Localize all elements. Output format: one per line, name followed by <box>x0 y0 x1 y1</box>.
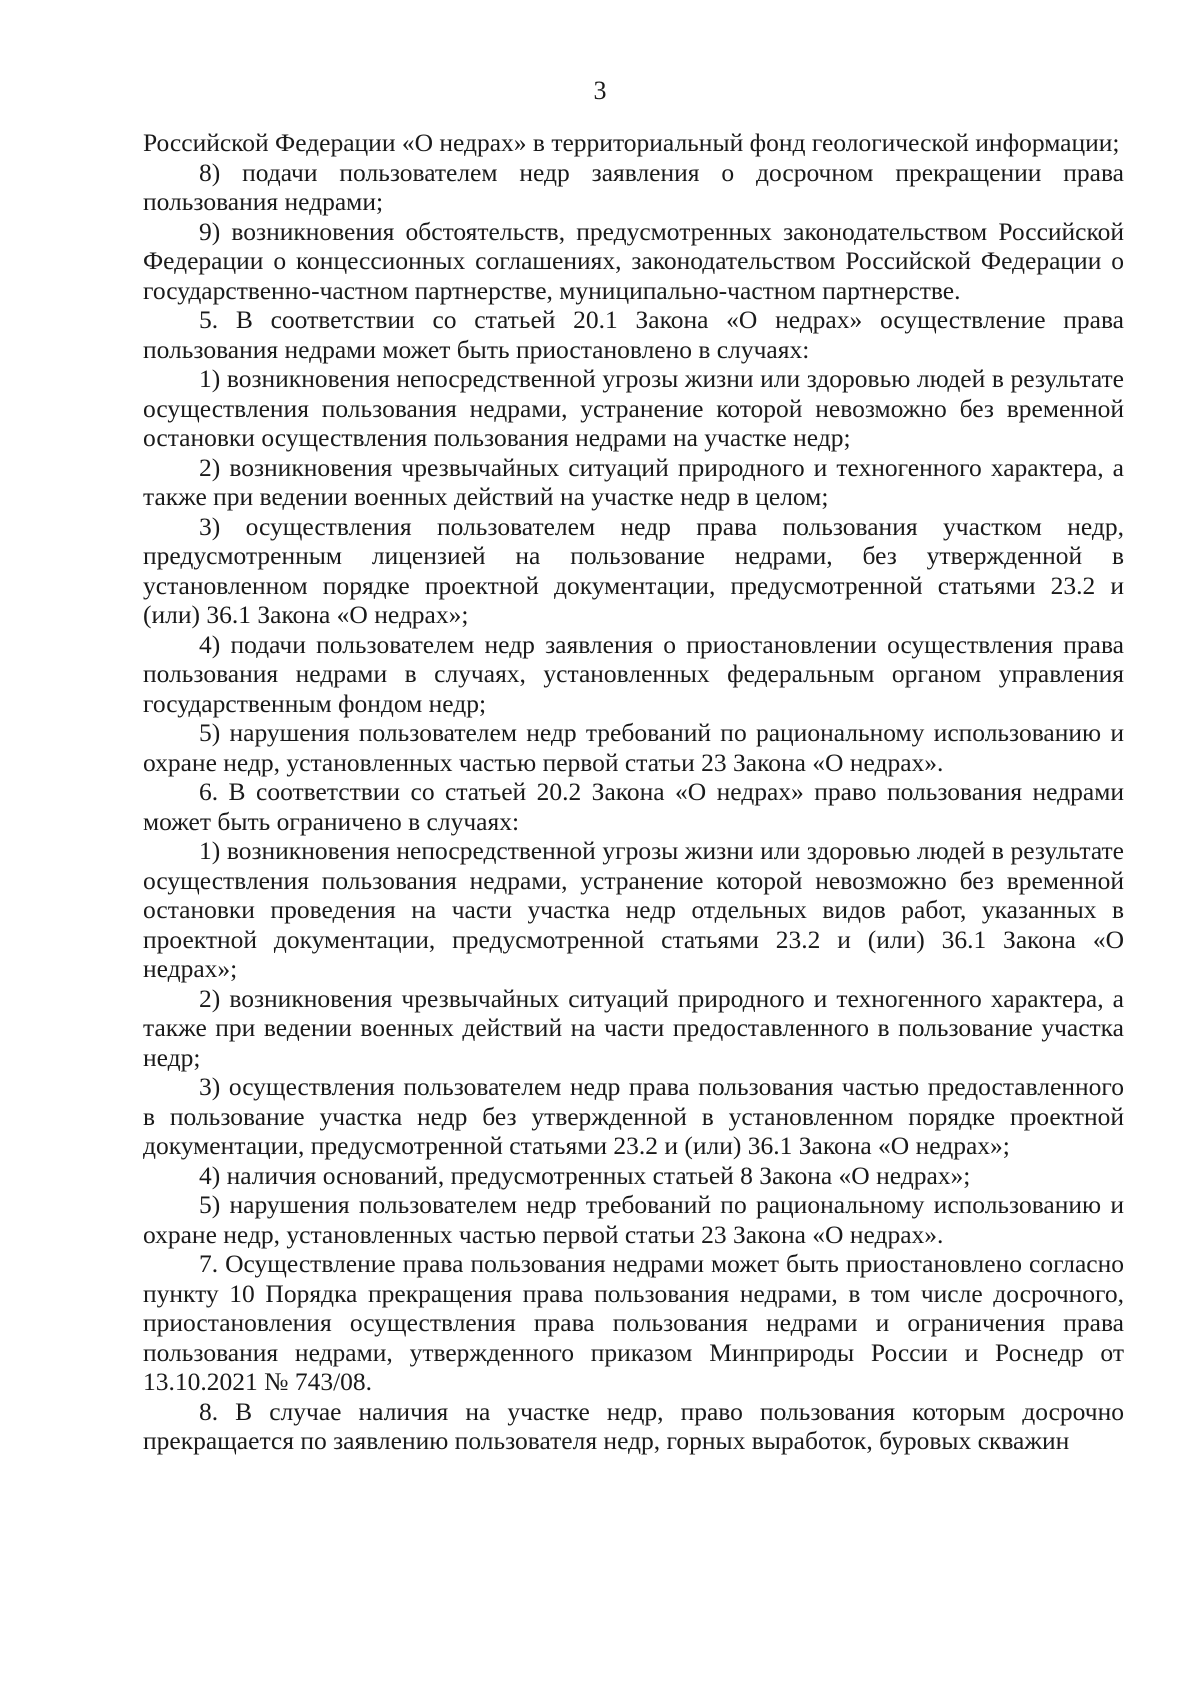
section-8: 8. В случае наличия на участке недр, право пользования которым досрочно прекращается по заявлению пользователя недр, горных выработок, буровых скважин <box>143 1396 1124 1455</box>
section-5-item-5: 5) нарушения пользователем недр требований по рациональному использованию и охране недр, установленных частью первой статьи 23 Закона «О недрах». <box>143 718 1124 777</box>
page-number: 3 <box>593 76 607 105</box>
section-5-item-1: 1) возникновения непосредственной угрозы жизни или здоровью людей в результате осуществления пользования недрами, устранение которой невозможно без временной остановки осуществления пользования недрами на участке недр; <box>143 364 1124 452</box>
section-6-intro: 6. В соответствии со статьей 20.2 Закона «О недрах» право пользования недрами может быть ограничено в случаях: <box>143 777 1124 836</box>
section-6-item-3: 3) осуществления пользователем недр права пользования частью предоставленного в пользование участка недр без утвержденной в установленном порядке проектной документации, предусмотренной статьями 23.2 и (или) 36.1 Закона «О недрах»; <box>143 1072 1124 1160</box>
list-item-9: 9) возникновения обстоятельств, предусмотренных законодательством Российской Федерации о концессионных соглашениях, законодательством Российской Федерации о государственно-частном партнерстве, муниципально-частном партнерстве. <box>143 216 1124 305</box>
section-5-intro: 5. В соответствии со статьей 20.1 Закона «О недрах» осуществление права пользования недрами может быть приостановлено в случаях: <box>143 305 1124 364</box>
section-6-item-4: 4) наличия оснований, предусмотренных статьей 8 Закона «О недрах»; <box>199 1160 971 1190</box>
section-5-item-3: 3) осуществления пользователем недр права пользования участком недр, предусмотренным лицензией на пользование недрами, без утвержденной в установленном порядке проектной документации, предусмотренной статьями 23.2 и (или) 36.1 Закона «О недрах»; <box>143 511 1124 629</box>
section-7: 7. Осуществление права пользования недрами может быть приостановлено согласно пункту 10 Порядка прекращения права пользования недрами, в том числе досрочного, приостановления осуществления права пользования недрами и ограничения права пользования недрами, утвержденного приказом Минприроды России и Роснедр от 13.10.2021 № 743/08. <box>143 1249 1124 1396</box>
list-item-8: 8) подачи пользователем недр заявления о досрочном прекращении права пользования недрами; <box>143 157 1124 216</box>
section-5-item-4: 4) подачи пользователем недр заявления о приостановлении осуществления права пользования недрами в случаях, установленных федеральным органом управления государственным фондом недр; <box>143 629 1124 718</box>
section-5-item-2: 2) возникновения чрезвычайных ситуаций природного и техногенного характера, а также при ведении военных действий на участке недр в целом; <box>143 452 1124 511</box>
section-6-item-2: 2) возникновения чрезвычайных ситуаций природного и техногенного характера, а также при ведении военных действий на части предоставленного в пользование участка недр; <box>143 983 1124 1072</box>
document-body <box>143 128 1124 1456</box>
paragraph-continuation: Российской Федерации «О недрах» в территориальный фонд геологической информации; <box>143 128 1120 157</box>
section-6-item-5: 5) нарушения пользователем недр требований по рациональному использованию и охране недр, установленных частью первой статьи 23 Закона «О недрах». <box>143 1190 1124 1249</box>
section-6-item-1: 1) возникновения непосредственной угрозы жизни или здоровью людей в результате осуществления пользования недрами, устранение которой невозможно без временной остановки проведения на части участка недр отдельных видов работ, указанных в проектной документации, предусмотренной статьями 23.2 и (или) 36.1 Закона «О недрах»; <box>143 836 1124 983</box>
